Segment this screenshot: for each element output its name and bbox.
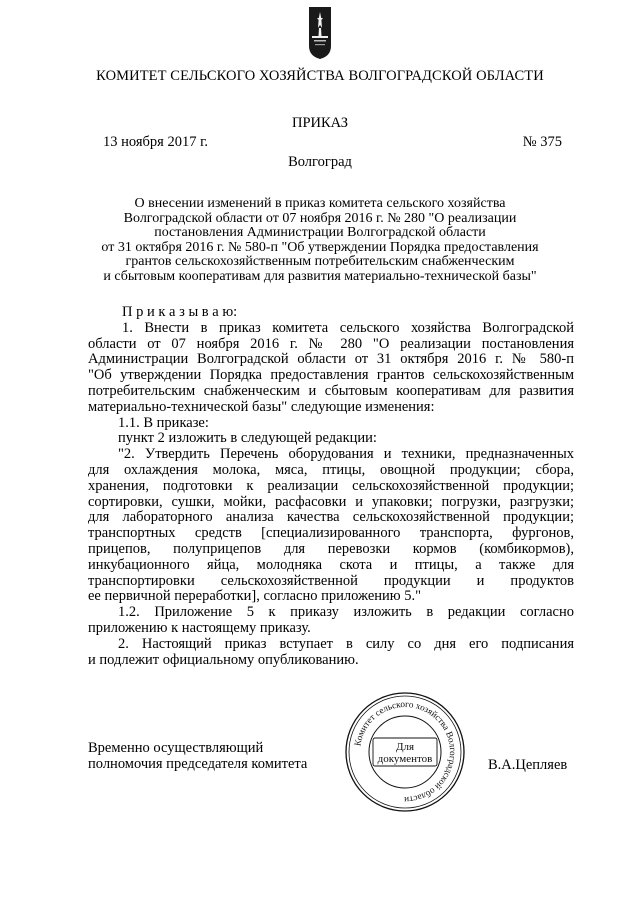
body-line: для охлаждения молока, мяса, птицы, овощной продукции; сбора, bbox=[88, 461, 574, 478]
body-line: 1.1. В приказе: bbox=[118, 414, 209, 431]
body-line: для лабораторного анализа качества сельскохозяйственной продукции; bbox=[88, 509, 574, 526]
seal-ring-text: Комитет сельского хозяйства Волгоградской области bbox=[352, 698, 459, 806]
body-line: материально-технической базы" следующие изменения: bbox=[88, 398, 435, 415]
body-line: транспортных средств [специализированного транспорта, фургонов, bbox=[88, 525, 574, 542]
body-line: 1.2. Приложение 5 к приказу изложить в редакции согласно bbox=[118, 604, 574, 621]
body-line: инкубационного яйца, молодняка скота и птицы, а также для bbox=[88, 556, 574, 573]
order-number: № 375 bbox=[522, 134, 562, 150]
order-date: 13 ноября 2017 г. bbox=[103, 134, 209, 150]
coat-of-arms-icon bbox=[308, 6, 332, 60]
committee-name: КОМИТЕТ СЕЛЬСКОГО ХОЗЯЙСТВА ВОЛГОГРАДСКОЙ ОБЛАСТИ bbox=[96, 68, 544, 84]
body-line: "2. Утвердить Перечень оборудования и техники, предназначенных bbox=[118, 446, 574, 463]
subject-line: грантов сельскохозяйственным потребительским снабженческим bbox=[125, 254, 515, 270]
body-line: пункт 2 изложить в следующей редакции: bbox=[118, 430, 377, 447]
body-line: сортировки, сушки, мойки, расфасовки и упаковки; погрузки, разгрузки; bbox=[88, 493, 574, 510]
body-line: ее первичной переработки], согласно приложению 5." bbox=[88, 588, 422, 605]
subject-line: от 31 октября 2016 г. № 580-п "Об утверждении Порядка предоставления bbox=[101, 239, 539, 255]
body-line: транспортировки сельскохозяйственной продукции и продуктов bbox=[88, 572, 574, 589]
body-line: приложению к настоящему приказу. bbox=[88, 619, 311, 636]
body-line: прицепов, полуприцепов для перевозки кормов (комбикормов), bbox=[88, 540, 574, 557]
order-body bbox=[88, 305, 574, 668]
signatory-title-line: полномочия председателя комитета bbox=[88, 756, 308, 772]
body-line: 1. Внести в приказ комитета сельского хозяйства Волгоградской bbox=[122, 319, 574, 336]
body-line: потребительским снабженческим и сбытовым кооперативам для развития bbox=[88, 382, 574, 399]
seal-center-text: Для bbox=[395, 741, 415, 753]
body-line: 2. Настоящий приказ вступает в силу со дня его подписания bbox=[118, 635, 574, 652]
official-seal bbox=[343, 690, 467, 814]
body-line: и подлежит официальному опубликованию. bbox=[88, 651, 359, 668]
body-line: области от 07 ноября 2016 г. № 280 "О реализации постановления bbox=[88, 335, 574, 352]
seal-center-text: документов bbox=[377, 753, 433, 765]
signer-name: В.А.Цепляев bbox=[488, 757, 568, 773]
body-line: хранения, подготовки к реализации сельскохозяйственной продукции; bbox=[88, 477, 574, 494]
body-line: Администрации Волгоградской области от 31 октября 2016 г. № 580-п bbox=[88, 351, 574, 368]
city: Волгоград bbox=[288, 154, 352, 170]
subject-line: Волгоградской области от 07 ноября 2016 г. № 280 "О реализации bbox=[123, 210, 517, 226]
body-line: "Об утверждении Порядка предоставления грантов сельскохозяйственным bbox=[88, 367, 574, 384]
orders-word: П р и к а з ы в а ю: bbox=[122, 304, 238, 320]
signatory-title bbox=[88, 740, 307, 772]
subject-line: постановления Администрации Волгоградской области bbox=[154, 225, 486, 241]
subject-line: и сбытовым кооперативам для развития материально-технической базы" bbox=[103, 268, 537, 284]
subject-line: О внесении изменений в приказ комитета сельского хозяйства bbox=[134, 196, 506, 211]
signatory-title-line: Временно осуществляющий bbox=[88, 740, 264, 756]
order-subject bbox=[60, 197, 580, 285]
document-type: ПРИКАЗ bbox=[291, 115, 349, 131]
